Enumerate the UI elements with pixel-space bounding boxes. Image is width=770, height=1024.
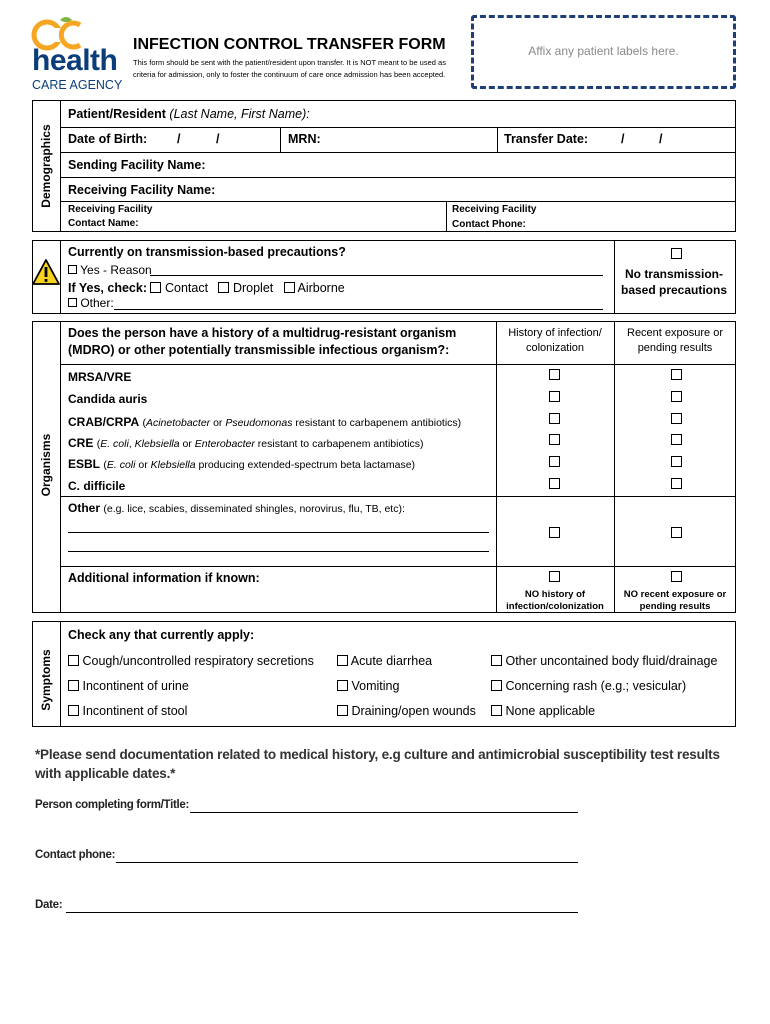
other-organism-detail: (e.g. lice, scabies, disseminated shingles, norovirus, flu, TB, etc): — [103, 503, 405, 515]
symptom-checkbox[interactable] — [68, 705, 79, 716]
organism-detail: (Acinetobacter or Pseudomonas resistant to carbapenem antibiotics) — [142, 417, 462, 429]
symptom-label: Acute diarrhea — [350, 654, 433, 668]
receiving-contact-name[interactable] — [68, 203, 152, 231]
exposure-checkbox[interactable] — [671, 478, 682, 489]
receiving-facility-label[interactable]: Receiving Facility Name: — [68, 183, 216, 197]
logo-agency: CARE AGENCY — [32, 78, 123, 92]
organism-name: C. difficile — [68, 479, 126, 493]
history-checkbox[interactable] — [549, 391, 560, 402]
symptom-checkbox[interactable] — [491, 680, 502, 691]
dob-sep1: / — [177, 132, 181, 146]
transfer-sep1: / — [621, 132, 625, 146]
other-organism-line2[interactable] — [68, 551, 489, 552]
airborne-checkbox[interactable] — [284, 282, 295, 293]
organism-name: MRSA/VRE — [68, 370, 132, 384]
symptom-label: Cough/uncontrolled respiratory secretions — [82, 654, 314, 668]
other-organism-label: Other — [68, 501, 101, 515]
date-label: Date: — [35, 899, 63, 911]
patient-label-text: Affix any patient labels here. — [528, 44, 679, 58]
contact-phone-line[interactable] — [116, 862, 578, 863]
contact-label: Contact — [164, 281, 209, 295]
documentation-note: *Please send documentation related to medical history, e.g culture and antimicrobial susceptibility test results with applicable dates.* — [35, 747, 720, 781]
symptom-checkbox[interactable] — [337, 705, 348, 716]
organism-row — [68, 436, 424, 450]
yes-reason-label: Yes - Reason — [80, 263, 152, 277]
organism-row — [68, 370, 131, 384]
contact-phone-label: Contact phone: — [35, 849, 116, 861]
contact-name-line2: Contact Name: — [68, 218, 139, 229]
symptom-item[interactable] — [491, 704, 595, 718]
if-yes-label: If Yes, check: — [68, 281, 147, 295]
logo — [30, 16, 130, 91]
transfer-date-label[interactable]: Transfer Date: — [504, 132, 589, 146]
logo-health: health — [32, 44, 118, 77]
patient-label-box[interactable] — [471, 15, 736, 89]
symptom-label: Other uncontained body fluid/drainage — [505, 654, 718, 668]
exposure-checkbox[interactable] — [671, 434, 682, 445]
history-checkbox[interactable] — [549, 527, 560, 538]
symptom-label: Incontinent of urine — [82, 679, 189, 693]
organism-row — [68, 415, 461, 429]
patient-name-hint: (Last Name, First Name): — [169, 107, 310, 121]
no-exposure-checkbox[interactable] — [671, 571, 682, 582]
organism-name: ESBL — [68, 457, 101, 471]
no-history-checkbox[interactable] — [549, 571, 560, 582]
sending-facility-label[interactable]: Sending Facility Name: — [68, 158, 206, 172]
col2-header: Recent exposure or pending results — [627, 327, 723, 354]
organism-row — [68, 392, 147, 406]
organism-detail: (E. coli, Klebsiella or Enterobacter resistant to carbapenem antibiotics) — [96, 438, 424, 450]
warning-icon — [32, 258, 60, 286]
exposure-checkbox[interactable] — [671, 456, 682, 467]
symptom-checkbox[interactable] — [68, 680, 79, 691]
symptom-item[interactable] — [337, 704, 476, 718]
no-history-label: NO history of infection/colonization — [506, 589, 604, 612]
form-title: INFECTION CONTROL TRANSFER FORM — [133, 36, 446, 53]
other-organism-row — [68, 501, 405, 515]
exposure-checkbox[interactable] — [671, 527, 682, 538]
organism-name: CRAB/CRPA — [68, 415, 140, 429]
symptom-label: Vomiting — [351, 679, 400, 693]
receiving-contact-phone[interactable] — [452, 202, 536, 232]
dob-label[interactable]: Date of Birth: — [68, 132, 148, 146]
symptom-checkbox[interactable] — [68, 655, 79, 666]
symptom-label: Incontinent of stool — [82, 704, 188, 718]
other-precaution-checkbox[interactable] — [68, 298, 77, 307]
symptom-item[interactable] — [491, 679, 686, 693]
history-checkbox[interactable] — [549, 369, 560, 380]
precautions-yes-row[interactable] — [68, 263, 152, 277]
symptom-label: Draining/open wounds — [351, 704, 476, 718]
symptoms-label: Symptoms — [39, 649, 53, 711]
symptom-checkbox[interactable] — [337, 680, 348, 691]
history-checkbox[interactable] — [549, 413, 560, 424]
person-completing-line[interactable] — [190, 812, 578, 813]
other-organism-line1[interactable] — [68, 532, 489, 533]
form-subtitle: This form should be sent with the patient/resident upon transfer. It is NOT meant to be used as criteria for admission, only to foster the continuum of care once admission has been accepted. — [133, 58, 446, 79]
yes-checkbox[interactable] — [68, 265, 77, 274]
precautions-type-row — [68, 281, 345, 295]
contact-phone-line1: Receiving Facility — [452, 204, 537, 215]
additional-info-label[interactable]: Additional information if known: — [68, 571, 260, 585]
transfer-sep2: / — [659, 132, 663, 146]
other-precaution-label: Other: — [80, 296, 114, 310]
symptom-checkbox[interactable] — [491, 705, 502, 716]
droplet-checkbox[interactable] — [218, 282, 229, 293]
contact-phone-line2: Contact Phone: — [452, 219, 526, 230]
precautions-question: Currently on transmission-based precautions? — [68, 245, 346, 259]
exposure-checkbox[interactable] — [671, 413, 682, 424]
symptom-item[interactable] — [337, 679, 399, 693]
person-completing-label: Person completing form/Title: — [35, 799, 190, 811]
date-line[interactable] — [66, 912, 578, 913]
organisms-label: Organisms — [39, 433, 53, 497]
exposure-checkbox[interactable] — [671, 369, 682, 380]
patient-name-field[interactable] — [68, 107, 310, 121]
no-precautions-label: No transmission-based precautions — [620, 267, 728, 297]
symptom-checkbox[interactable] — [337, 655, 348, 666]
organism-detail: (E. coli or Klebsiella producing extended-spectrum beta lactamase) — [103, 459, 416, 471]
col1-header: History of infection/ colonization — [508, 327, 602, 354]
symptom-checkbox[interactable] — [491, 655, 502, 666]
symptom-item[interactable] — [68, 679, 189, 693]
organism-name: CRE — [68, 436, 94, 450]
symptom-item[interactable] — [68, 654, 314, 668]
organisms-question: Does the person have a history of a multidrug-resistant organism (MDRO) or other potentially transmissible infectious organism?: — [68, 326, 457, 357]
symptom-label: Concerning rash (e.g.; vesicular) — [505, 679, 687, 693]
no-precautions-checkbox[interactable] — [671, 248, 682, 259]
symptom-item[interactable] — [337, 654, 432, 668]
exposure-checkbox[interactable] — [671, 391, 682, 402]
organism-row — [68, 479, 125, 493]
history-checkbox[interactable] — [549, 434, 560, 445]
symptoms-instruction: Check any that currently apply: — [68, 628, 255, 642]
contact-checkbox[interactable] — [150, 282, 161, 293]
precautions-other-row[interactable] — [68, 296, 114, 310]
contact-name-line1: Receiving Facility — [68, 204, 153, 215]
history-checkbox[interactable] — [549, 478, 560, 489]
history-checkbox[interactable] — [549, 456, 560, 467]
demographics-label: Demographics — [39, 124, 53, 208]
organism-name: Candida auris — [68, 392, 148, 406]
airborne-label: Airborne — [297, 281, 345, 295]
mrn-label[interactable]: MRN: — [288, 132, 321, 146]
symptom-item[interactable] — [68, 704, 187, 718]
symptom-label: None applicable — [505, 704, 596, 718]
organism-row — [68, 457, 415, 471]
droplet-label: Droplet — [232, 281, 274, 295]
symptom-item[interactable] — [491, 654, 717, 668]
no-exposure-label: NO recent exposure or pending results — [623, 589, 727, 612]
patient-name-label: Patient/Resident — [68, 107, 166, 121]
dob-sep2: / — [216, 132, 220, 146]
